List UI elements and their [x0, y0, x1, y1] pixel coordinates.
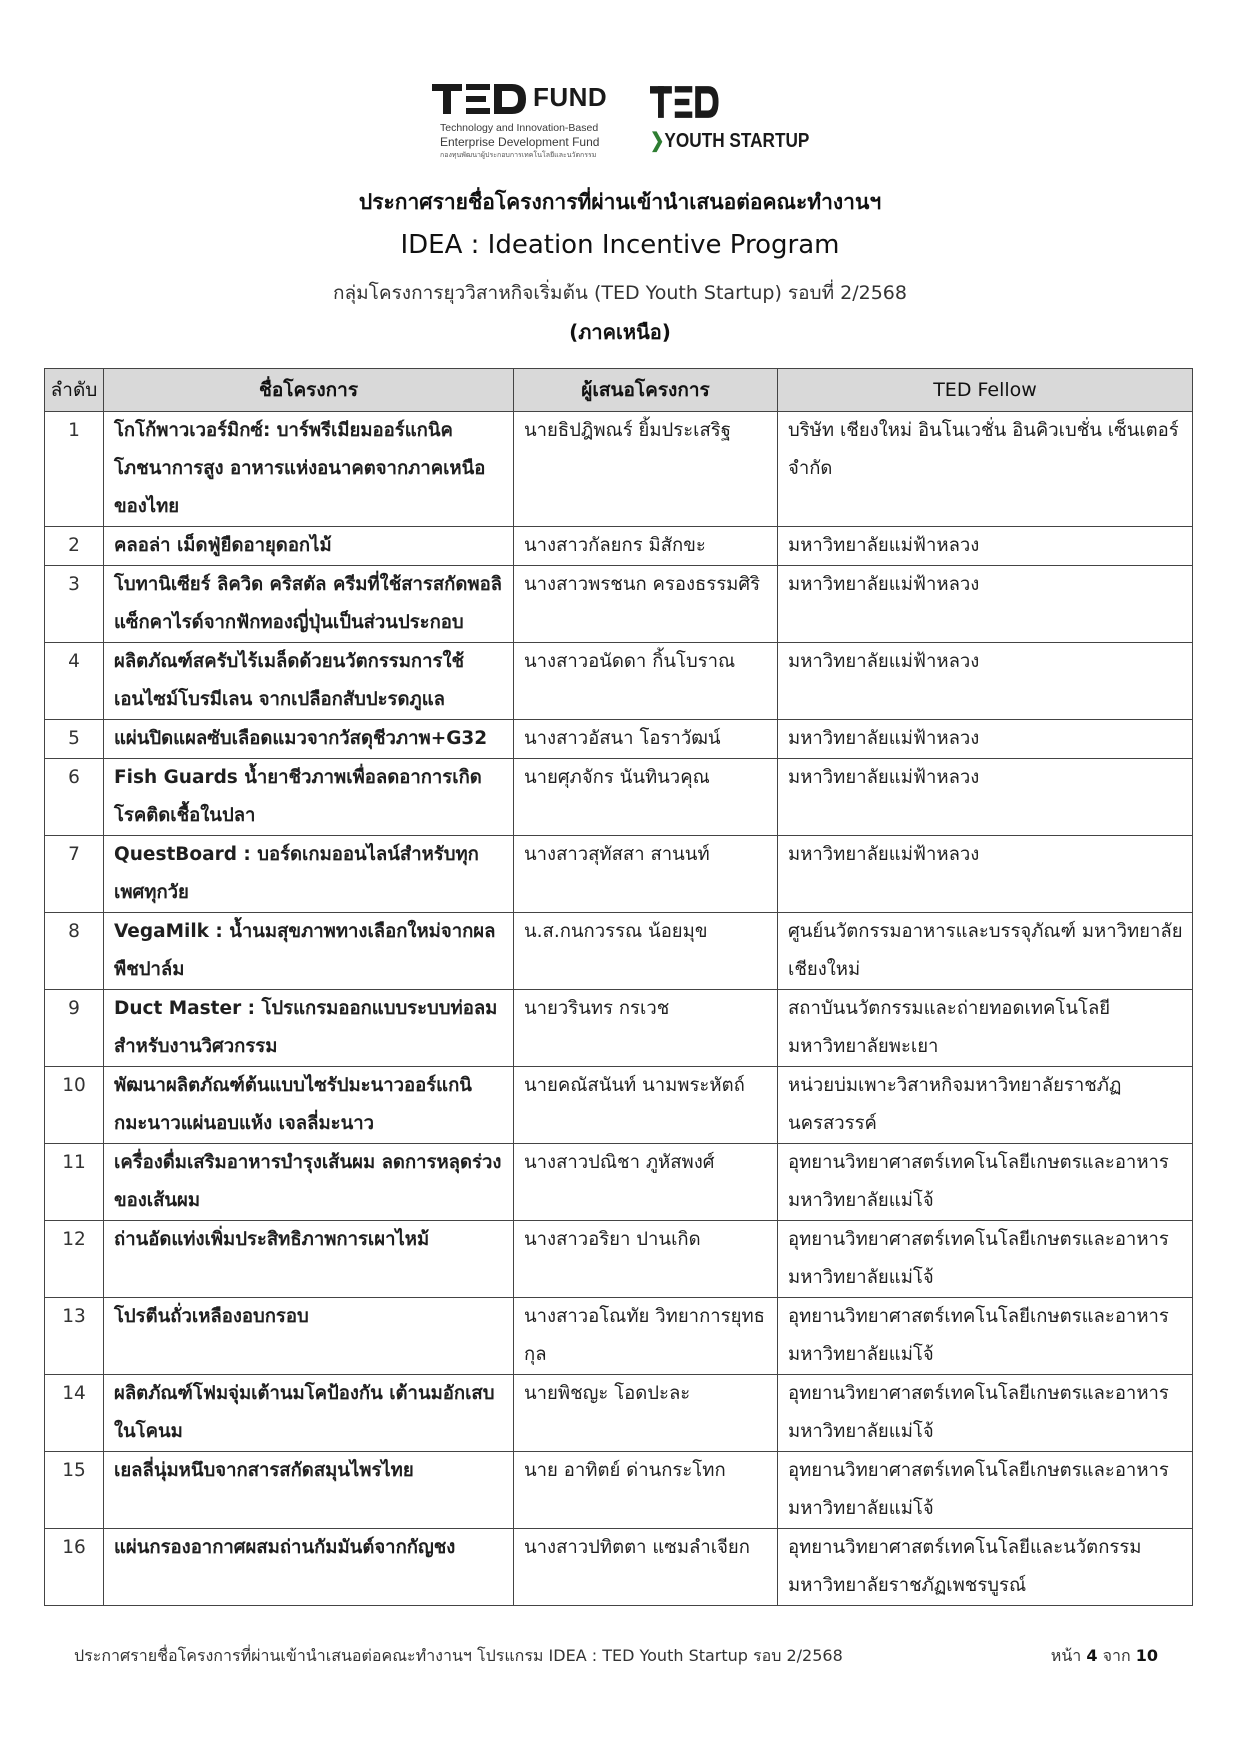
fund-wordmark: FUND — [533, 82, 608, 112]
fellow-name: อุทยานวิทยาศาสตร์เทคโนโลยีเกษตรและอาหาร มหาวิทยาลัยแม่โจ้ — [778, 1144, 1193, 1221]
page-separator: จาก — [1102, 1646, 1131, 1665]
fund-tagline-2: Enterprise Development Fund — [440, 135, 600, 149]
youth-startup-text: YOUTH STARTUP — [664, 130, 810, 152]
fellow-name: อุทยานวิทยาศาสตร์เทคโนโลยีเกษตรและอาหาร มหาวิทยาลัยแม่โจ้ — [778, 1221, 1193, 1298]
table-row — [45, 720, 1193, 759]
row-number: 4 — [45, 643, 104, 720]
fellow-name: อุทยานวิทยาศาสตร์เทคโนโลยีเกษตรและอาหาร มหาวิทยาลัยแม่โจ้ — [778, 1375, 1193, 1452]
project-name: VegaMilk : น้ำนมสุขภาพทางเลือกใหม่จากผลพืชปาล์ม — [104, 913, 514, 990]
fellow-name: อุทยานวิทยาศาสตร์เทคโนโลยีเกษตรและอาหาร มหาวิทยาลัยแม่โจ้ — [778, 1452, 1193, 1529]
row-number: 13 — [45, 1298, 104, 1375]
region-label: (ภาคเหนือ) — [569, 320, 671, 344]
proposer-name: นายคณัสนันท์ นามพระหัตถ์ — [514, 1067, 778, 1144]
project-name: เยลลี่นุ่มหนึบจากสารสกัดสมุนไพรไทย — [104, 1452, 514, 1529]
table-row — [45, 1375, 1193, 1452]
project-name: ผลิตภัณฑ์โฟมจุ่มเต้านมโคป้องกัน เต้านมอักเสบในโคนม — [104, 1375, 514, 1452]
col-header-proposer: ผู้เสนอโครงการ — [514, 369, 778, 412]
project-name: โปรตีนถั่วเหลืองอบกรอบ — [104, 1298, 514, 1375]
table-row — [45, 990, 1193, 1067]
table-row — [45, 1529, 1193, 1606]
proposer-name: นางสาวพรชนก ครองธรรมศิริ — [514, 566, 778, 643]
fund-tagline-1: Technology and Innovation-Based — [440, 122, 599, 134]
row-number: 1 — [45, 412, 104, 527]
fellow-name: มหาวิทยาลัยแม่ฟ้าหลวง — [778, 720, 1193, 759]
page-current: 4 — [1086, 1646, 1098, 1665]
table-row — [45, 527, 1193, 566]
row-number: 2 — [45, 527, 104, 566]
row-number: 15 — [45, 1452, 104, 1529]
row-number: 16 — [45, 1529, 104, 1606]
table-row — [45, 1452, 1193, 1529]
project-name: แผ่นกรองอากาศผสมถ่านกัมมันต์จากกัญชง — [104, 1529, 514, 1606]
fellow-name: มหาวิทยาลัยแม่ฟ้าหลวง — [778, 566, 1193, 643]
row-number: 5 — [45, 720, 104, 759]
footer-text: ประกาศรายชื่อโครงการที่ผ่านเข้านำเสนอต่อคณะทำงานฯ โปรแกรม IDEA : TED Youth Startup รอบ 2/2568 — [74, 1646, 843, 1665]
project-table — [44, 368, 1193, 1606]
project-name: คลอล่า เม็ดฟู่ยืดอายุดอกไม้ — [104, 527, 514, 566]
proposer-name: นางสาวอโณทัย วิทยาการยุทธกุล — [514, 1298, 778, 1375]
project-name: Duct Master : โปรแกรมออกแบบระบบท่อลมสำหรับงานวิศวกรรม — [104, 990, 514, 1067]
table-row — [45, 759, 1193, 836]
proposer-name: นางสาวปทิตตา แซมลำเจียก — [514, 1529, 778, 1606]
table-row — [45, 412, 1193, 527]
page-total: 10 — [1135, 1646, 1158, 1665]
ted-youth-mark-icon — [650, 84, 720, 120]
fellow-name: มหาวิทยาลัยแม่ฟ้าหลวง — [778, 836, 1193, 913]
project-name: เครื่องดื่มเสริมอาหารบำรุงเส้นผม ลดการหลุดร่วงของเส้นผม — [104, 1144, 514, 1221]
row-number: 7 — [45, 836, 104, 913]
row-number: 11 — [45, 1144, 104, 1221]
project-name: โกโก้พาวเวอร์มิกซ์: บาร์พรีเมียมออร์แกนิค โภชนาการสูง อาหารแห่งอนาคตจากภาคเหนือของไทย — [104, 412, 514, 527]
ted-youth-startup-logo — [650, 84, 810, 154]
logo-bar — [0, 78, 1240, 158]
proposer-name: นายศุภจักร นันทินวคุณ — [514, 759, 778, 836]
fellow-name: สถาบันนวัตกรรมและถ่ายทอดเทคโนโลยี มหาวิทยาลัยพะเยา — [778, 990, 1193, 1067]
fund-tagline-3: กองทุนพัฒนาผู้ประกอบการเทคโนโลยีและนวัตกรรม — [440, 152, 597, 159]
project-group: กลุ่มโครงการยุววิสาหกิจเริ่มต้น (TED Youth Startup) รอบที่ 2/2568 — [333, 282, 907, 304]
fellow-name: ศูนย์นวัตกรรมอาหารและบรรจุภัณฑ์ มหาวิทยาลัยเชียงใหม่ — [778, 913, 1193, 990]
fellow-name: อุทยานวิทยาศาสตร์เทคโนโลยีเกษตรและอาหาร มหาวิทยาลัยแม่โจ้ — [778, 1298, 1193, 1375]
proposer-name: นาย อาทิตย์ ด่านกระโทก — [514, 1452, 778, 1529]
table-row — [45, 643, 1193, 720]
row-number: 3 — [45, 566, 104, 643]
proposer-name: นายธิปฎิพณร์ ยิ้มประเสริฐ — [514, 412, 778, 527]
announcement-title: ประกาศรายชื่อโครงการที่ผ่านเข้านำเสนอต่อคณะทำงานฯ — [358, 190, 882, 214]
row-number: 10 — [45, 1067, 104, 1144]
table-row — [45, 913, 1193, 990]
table-row — [45, 836, 1193, 913]
fellow-name: บริษัท เชียงใหม่ อินโนเวชั่น อินคิวเบชั่น เซ็นเตอร์ จำกัด — [778, 412, 1193, 527]
proposer-name: นางสาวกัลยกร มิสักขะ — [514, 527, 778, 566]
youth-startup-wordmark — [650, 128, 809, 153]
program-name: IDEA : Ideation Incentive Program — [400, 230, 840, 260]
fellow-name: หน่วยบ่มเพาะวิสาหกิจมหาวิทยาลัยราชภัฏนครสวรรค์ — [778, 1067, 1193, 1144]
proposer-name: นางสาวปณิชา ภูหัสพงศ์ — [514, 1144, 778, 1221]
table-row — [45, 1067, 1193, 1144]
table-row — [45, 1298, 1193, 1375]
project-name: แผ่นปิดแผลซับเลือดแมวจากวัสดุชีวภาพ+G32 — [104, 720, 514, 759]
project-name: พัฒนาผลิตภัณฑ์ต้นแบบไซรัปมะนาวออร์แกนิกมะนาวแผ่นอบแห้ง เจลลี่มะนาว — [104, 1067, 514, 1144]
table-row — [45, 566, 1193, 643]
chevron-right-icon: ❯ — [650, 130, 665, 152]
fellow-name: มหาวิทยาลัยแม่ฟ้าหลวง — [778, 643, 1193, 720]
table-row — [45, 1144, 1193, 1221]
ted-fund-mark-icon — [432, 82, 528, 116]
row-number: 8 — [45, 913, 104, 990]
row-number: 14 — [45, 1375, 104, 1452]
fellow-name: อุทยานวิทยาศาสตร์เทคโนโลยีและนวัตกรรม มหาวิทยาลัยราชภัฏเพชรบูรณ์ — [778, 1529, 1193, 1606]
proposer-name: นางสาวสุทัสสา สานนท์ — [514, 836, 778, 913]
proposer-name: นางสาวอริยา ปานเกิด — [514, 1221, 778, 1298]
project-name: ผลิตภัณฑ์สครับไร้เมล็ดด้วยนวัตกรรมการใช้เอนไซม์โบรมีเลน จากเปลือกสับปะรดภูแล — [104, 643, 514, 720]
ted-fund-logo — [432, 78, 622, 158]
page-prefix: หน้า — [1050, 1646, 1082, 1665]
row-number: 6 — [45, 759, 104, 836]
fellow-name: มหาวิทยาลัยแม่ฟ้าหลวง — [778, 759, 1193, 836]
col-header-fellow: TED Fellow — [778, 369, 1193, 412]
proposer-name: นายวรินทร กรเวช — [514, 990, 778, 1067]
proposer-name: นางสาวอัสนา โอราวัฒน์ — [514, 720, 778, 759]
table-row — [45, 1221, 1193, 1298]
project-name: โบทานิเซียร์ ลิควิด คริสตัล ครีมที่ใช้สารสกัดพอลิแซ็กคาไรด์จากฟักทองญี่ปุ่นเป็นส่วนประกอบ — [104, 566, 514, 643]
row-number: 12 — [45, 1221, 104, 1298]
page-number — [1051, 1644, 1158, 1669]
col-header-project: ชื่อโครงการ — [104, 369, 514, 412]
col-header-number: ลำดับ — [45, 369, 104, 412]
project-name: QuestBoard : บอร์ดเกมออนไลน์สำหรับทุกเพศทุกวัย — [104, 836, 514, 913]
fellow-name: มหาวิทยาลัยแม่ฟ้าหลวง — [778, 527, 1193, 566]
table-header-row — [45, 369, 1193, 412]
proposer-name: นายพิชญะ โอดปะละ — [514, 1375, 778, 1452]
proposer-name: นางสาวอนัดดา กิ้นโบราณ — [514, 643, 778, 720]
proposer-name: น.ส.กนกวรรณ น้อยมุข — [514, 913, 778, 990]
row-number: 9 — [45, 990, 104, 1067]
project-name: ถ่านอัดแท่งเพิ่มประสิทธิภาพการเผาไหม้ — [104, 1221, 514, 1298]
project-name: Fish Guards น้ำยาชีวภาพเพื่อลดอาการเกิดโรคติดเชื้อในปลา — [104, 759, 514, 836]
